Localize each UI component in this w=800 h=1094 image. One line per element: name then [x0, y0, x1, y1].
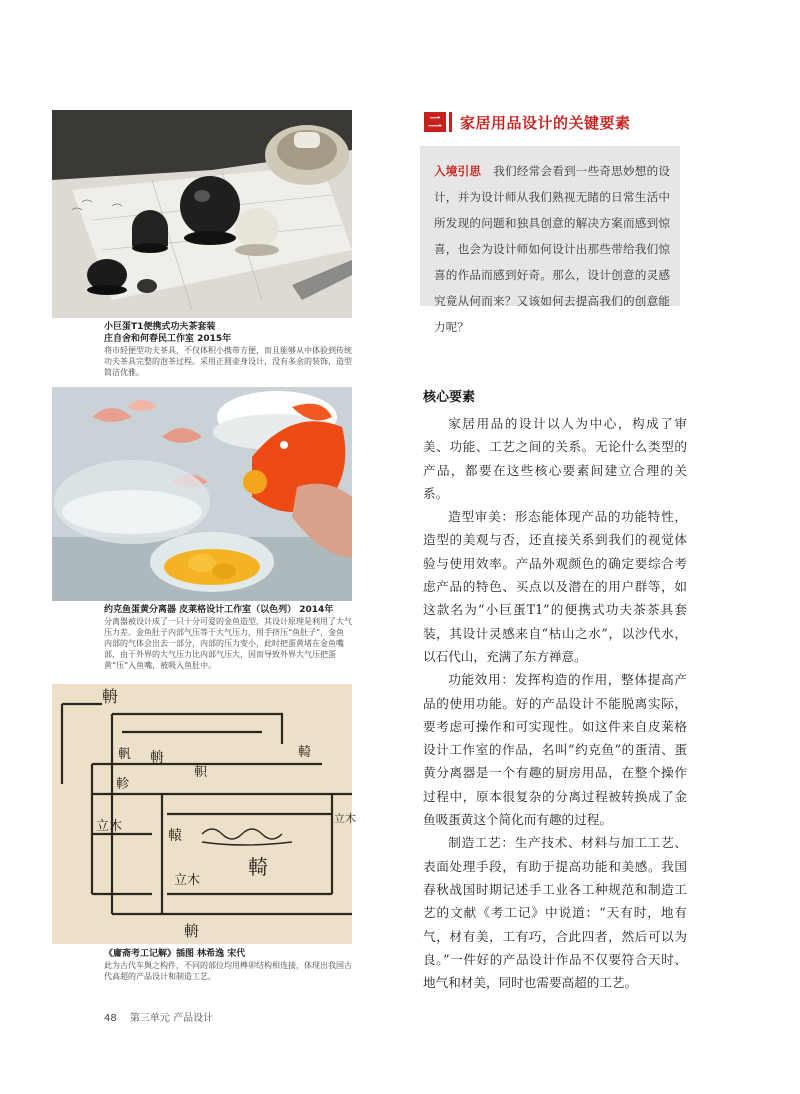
- core-paragraph: 造型审美：形态能体现产品的功能特性，造型的美观与否，还直接关系到我们的视觉体验与使用效率。产品外观颜色的确定要综合考虑产品的特色、买点以及潜在的用户群等，如这款名为“小巨蛋T1”的便携式功夫茶茶具套装，其设计灵感来自“枯山之水”，以沙代水，以石代山，充满了东方禅意。: [423, 509, 687, 664]
- label-5: 立木: [96, 819, 123, 834]
- caption-egg-separator: [104, 604, 352, 671]
- section-number: 二: [424, 112, 446, 132]
- egg-separator-photo: [52, 387, 352, 601]
- tea-set-photo: [52, 110, 352, 318]
- caption-carriage-title: 《庸斋考工记解》插图 林希逸 宋代: [104, 949, 246, 959]
- label-1: 輈: [150, 750, 164, 766]
- caption-tea-set-author: 庄自舍和何春民工作室 2015年: [104, 334, 232, 344]
- label-bottom: 輈: [184, 922, 200, 940]
- intro-label: 入境引思: [434, 164, 482, 178]
- caption-egg-separator-desc: 分离器被设计成了一只十分可爱的金鱼造型，其设计原理是利用了大气压力差。金鱼肚子内部气压等于大气压力，用手挤压“鱼肚子”，金鱼内部的气体会出去一部分，内部的压力变小，此时把蛋黄堵在金鱼嘴部，由于外界的大气压力比内部气压大，因而导致外界大气压把蛋黄“压”入鱼嘴，被吸入鱼肚中。: [104, 617, 352, 670]
- label-2: 軓: [118, 747, 132, 762]
- label-6: 轅: [168, 828, 182, 844]
- intro-box: [420, 146, 680, 334]
- caption-carriage: [104, 948, 352, 982]
- page-footer: [104, 1009, 223, 1024]
- core-elements-section: [423, 388, 687, 994]
- section-heading: [424, 109, 631, 135]
- label-3: 軹: [194, 765, 208, 780]
- section-bar: [449, 112, 452, 132]
- section-title: 家居用品设计的关键要素: [460, 113, 631, 132]
- intro-text: 我们经常会看到一些奇思妙想的设计，并为设计师从我们熟视无睹的日常生活中所发现的问题和独具创意的解决方案而感到惊喜，也会为设计师如何设计出那些带给我们惊喜的作品而感到好奇。那么，设计创意的灵感究竟从何而来？又该如何去提高我们的创意能力呢？: [434, 164, 670, 334]
- core-paragraph: 家居用品的设计以人为中心，构成了审美、功能、工艺之间的关系。无论什么类型的产品，都要在这些核心要素间建立合理的关系。: [423, 416, 687, 501]
- caption-tea-set-desc: 将市轻便型功夫茶具，不仅体积小携带方便，而且能够从中体验到传统功夫茶具完整的泡茶过程。采用正圆壶身设计，没有多余的装饰，造型简洁优雅。: [104, 346, 352, 377]
- unit-title: 第三单元 产品设计: [129, 1013, 214, 1024]
- core-paragraph: 功能效用：发挥构造的作用，整体提高产品的使用功能。好的产品设计不能脱离实际，要考虑可操作和可实现性。如这件来自皮莱格设计工作室的作品，名叫“约克鱼”的蛋清、蛋黄分离器是一个有趣的厨房用品，在整个操作过程中，原本很复杂的分离过程被转换成了金鱼吸蛋黄这个简化而有趣的过程。: [423, 672, 687, 828]
- label-8: 輢: [248, 855, 268, 879]
- carriage-drawing: [52, 684, 356, 944]
- core-paragraph: 制造工艺：生产技术、材料与加工工艺、表面处理手段，有助于提高功能和美感。我国春秋战国时期记述手工业各工种规范和制造工艺的文献《考工记》中说道：“天有时，地有气，材有美，工有巧，合此四者，然后可以为良。”一件好的产品设计作品不仅要符合天时、地气和材美，同时也需要高超的工艺。: [423, 835, 687, 991]
- label-4: 軫: [116, 777, 130, 792]
- caption-tea-set: [104, 321, 352, 378]
- core-title: 核心要素: [423, 390, 476, 405]
- caption-egg-separator-title: 约克鱼蛋黄分离器 皮莱格设计工作室（以色列） 2014年: [104, 605, 334, 615]
- caption-carriage-desc: 此为古代车舆之构件，不同的部位均用榫卯结构相连接，体现出我国古代高超的产品设计和制造工艺。: [104, 961, 352, 981]
- label-10: 輢: [298, 745, 312, 760]
- egg-separator-illustration: [52, 387, 352, 601]
- carriage-drawing-svg: [52, 684, 356, 944]
- label-9: 立木: [334, 812, 356, 825]
- label-7: 立木: [174, 873, 201, 888]
- page-number: 48: [104, 1013, 117, 1024]
- caption-tea-set-title: 小巨蛋T1便携式功夫茶套装: [104, 322, 216, 332]
- tea-set-illustration: [52, 110, 352, 318]
- label-top: 輈: [102, 687, 119, 706]
